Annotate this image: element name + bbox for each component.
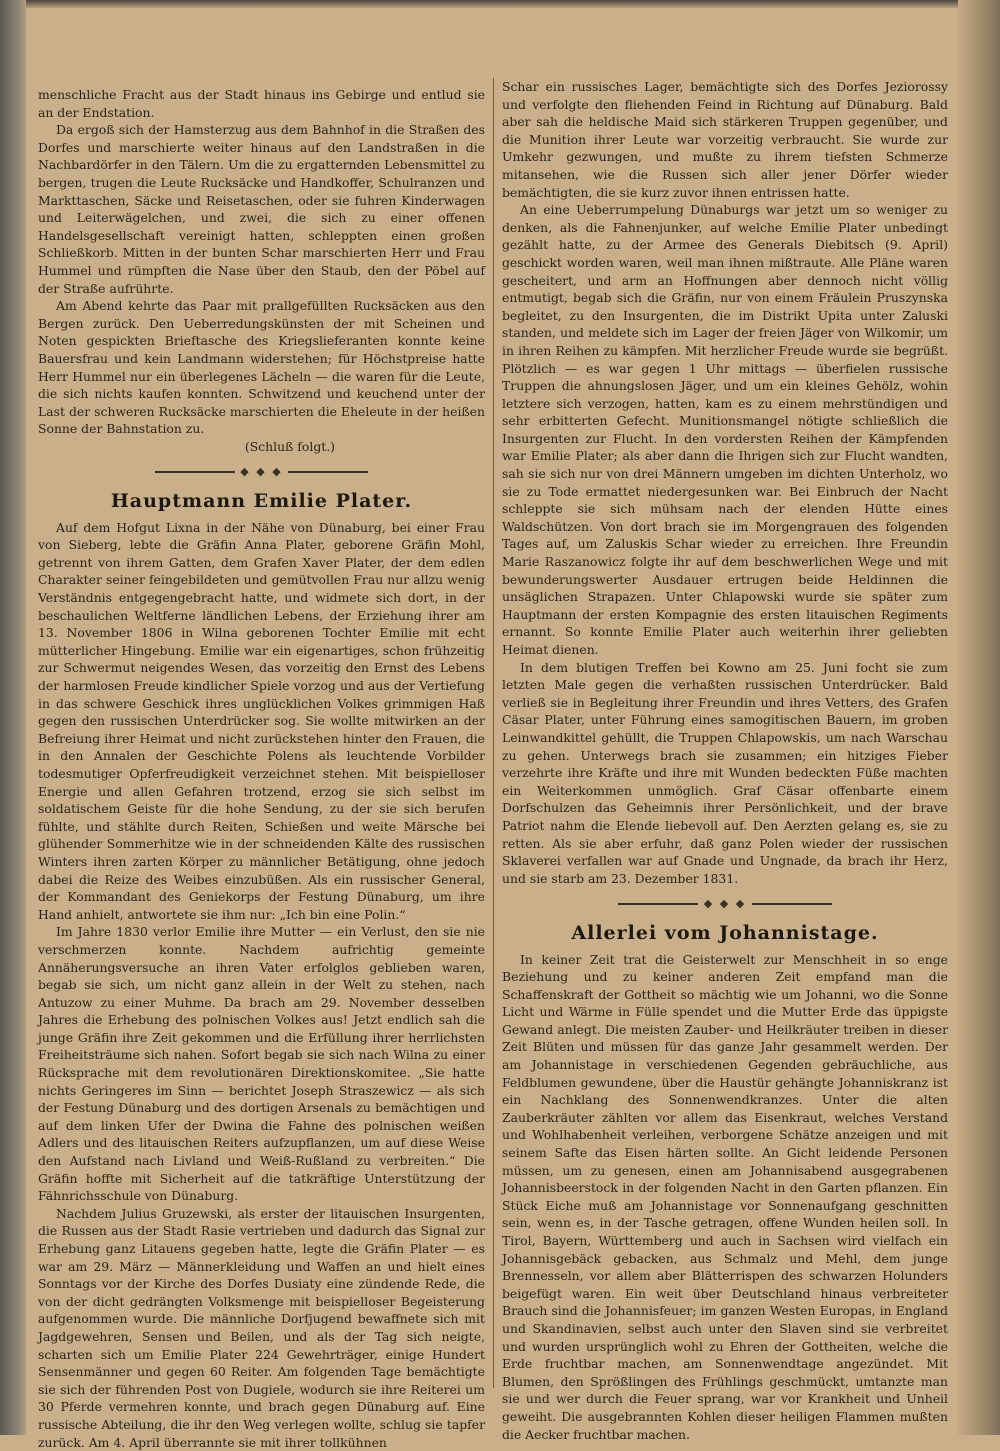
paragraph: Am Abend kehrte das Paar mit prallgefüllten Rucksäcken aus den Bergen zurück. Den Ueberredungskünsten der mit Scheinen und Noten gespickten Brieftasche des Kriegslieferanten konnte keine Bauersfrau und kein Landmann widerstehen; für Höchstpreise hatte Herr Hummel nur ein überlegenes Lächeln — die waren für die Leute, die sich nichts kaufen konnten. Schwitzend und keuchend unter der Last der schweren Rucksäcke marschierten die Eheleute in der heißen Sonne der Bahnstation zu. [38,298,485,437]
paragraph: Da ergoß sich der Hamsterzug aus dem Bahnhof in die Straßen des Dorfes und marschierte weiter hinaus auf den Landstraßen in die Nachbardörfer in den Tälern. Um die zu ergatternden Lebensmittel zu bergen, trugen die Leute Rucksäcke und Handkoffer, Schulranzen und Markttaschen, Säcke und Reisetaschen, oder sie fuhren Kinderwagen und Leiterwägelchen, und zwei, die sich zu einer offenen Handelsgesellschaft vereinigt hatten, schleppten einen großen Schließkorb. Mitten in der bunten Schar marschierten Herr und Frau Hummel und rümpften die Nase über den Staub, den der Pöbel auf der Straße aufrührte. [38,122,485,296]
paragraph: Schar ein russisches Lager, bemächtigte sich des Dorfes Jeziorossy und verfolgte den fliehenden Feind in Richtung auf Dünaburg. Bald aber sah die heldische Maid sich stärkeren Truppen gegenüber, und die Munition ihrer Leute war vorzeitig verbraucht. Sie wurde zur Umkehr gezwungen, und mußte zu ihrem tiefsten Schmerze mitansehen, wie die Russen sich aller jener Dörfer wieder bemächtigten, die sie kurz zuvor ihnen entrissen hatte. [502,79,948,200]
right-column [502,78,948,1443]
paragraph: Nachdem Julius Gruzewski, als erster der litauischen Insurgenten, die Russen aus der Stadt Rasie vertrieben und dadurch das Signal zur Erhebung ganz Litauens gegeben hatte, legte die Gräfin Plater — es war am 29. März — Männerkleidung und Waffen an und hielt eines Sonntags vor der Kirche des Dorfes Dusiaty eine zündende Rede, die von der dicht gedrängten Volksmenge mit beispielloser Begeisterung aufgenommen wurde. Die männliche Dorfjugend bewaffnete sich mit Jagdgewehren, Sensen und Beilen, und als der Tag sich neigte, scharten sich um Emilie Plater 224 Gewehrträger, einige Hundert Sensenmänner und gegen 60 Reiter. Am folgenden Tage bemächtigte sie sich der führenden Post von Dugiele, wodurch sie ihre Reiterei um 30 Pferde vermehren konnte, und brach gegen Dünaburg auf. Eine russische Abteilung, die ihr den Weg verlegen wollte, schlug sie tapfer zurück. Am 4. April überrannte sie mit ihrer tollkühnen [38,1205,485,1450]
paragraph: An eine Ueberrumpelung Dünaburgs war jetzt um so weniger zu denken, als die Fahnenjunker, auf welche Emilie Plater unbedingt gezählt hatte, zu der Armee des Generals Diebitsch (9. April) geschickt worden waren, weil man ihnen mißtraute. Alle Pläne waren gescheitert, und arm an Hoffnungen aber dennoch nicht völlig entmutigt, begab sich die Gräfin, nur von einem Fräulein Pruszynska begleitet, zu den Insurgenten, die im Distrikt Upita unter Zaluski standen, und meldete sich im Lager der freien Jäger von Wilkomir, um in ihren Reihen zu kämpfen. Mit herzlicher Freude wurde sie begrüßt. Plötzlich — es war gegen 1 Uhr mittags — überfielen russische Truppen die ahnungslosen Jäger, und um ein kleines Gehölz, wohin letztere sich verzogen, hatten, kam es zu einem mehrstündigen und sehr erbitterten Gefecht. Munitionsmangel nötigte schließlich die Insurgenten zur Flucht. In den vordersten Reihen der Kämpfenden war Emilie Plater; als aber dann die Ihrigen sich zur Flucht wandten, sah sie sich nur von drei Männern umgeben im dichten Unterholz, wo sie zu Tode ermattet niedergesunken war. Bei Einbruch der Nacht schleppte sie sich mühsam nach der elenden Hütte eines Waldschützen. Von dort brach sie im Morgengrauen des folgenden Tages auf, um Zaluskis Schar wieder zu erreichen. Ihre Freundin Marie Raszanowicz folgte ihr auf dem beschwerlichen Wege und mit bewunderungswerter Ausdauer ertrugen beide Heldinnen die unsäglichen Strapazen. Unter Chlapowski wurde sie später zum Hauptmann der ersten Kompagnie des ersten litauischen Regiments ernannt. So konnte Emilie Plater auch weiterhin ihrer geliebten Heimat dienen. [502,202,948,657]
left-column [38,86,485,1451]
paragraph: Im Jahre 1830 verlor Emilie ihre Mutter — ein Verlust, den sie nie verschmerzen konnte. Nachdem aufrichtig gemeinte Annäherungsversuche an ihren Vater erfolglos geblieben waren, begab sie sich, um nicht ganz allein in der Welt zu stehen, nach Antuzow zu einer Muhme. Da brach am 29. November desselben Jahres die Erhebung des polnischen Volkes aus! Jetzt endlich sah die junge Gräfin ihre Zeit gekommen und die Erfüllung ihrer herrlichsten Freiheitsträume sich nahen. Sofort begab sie sich nach Wilna zu einer Rücksprache mit dem revolutionären Direktionskomitee. „Sie hatte nichts Geringeres im Sinn — berichtet Joseph Straszewicz — als sich der Festung Dünaburg und des dortigen Arsenals zu bemächtigen und auf dem linken Ufer der Dwina die Fahne des polnischen weißen Adlers und des litauischen Reiters aufzupflanzen, um auf diese Weise den Aufstand nach Livland und Weiß-Rußland zu verbreiten.“ Die Gräfin hoffte mit Sicherheit auf die tatkräftige Unterstützung der Fähnrichsschule von Dünaburg. [38,924,485,1204]
ornament-divider: ◆ ◆ ◆ [502,895,948,913]
article-title: Allerlei vom Johannistage. [571,921,879,944]
continuation-note: (Schluß folgt.) [244,438,335,454]
column-divider [493,78,494,1388]
paragraph: Auf dem Hofgut Lixna in der Nähe von Dünaburg, bei einer Frau von Sieberg, lebte die Gräfin Anna Plater, geborene Gräfin Mohl, getrennt von ihrem Gatten, dem Grafen Xaver Plater, der dem edlen Charakter seiner feingebildeten und gemütvollen Frau nur allzu wenig Verständnis entgegengebracht hatte, und widmete sich dort, in der beschaulichen Weltferne ländlichen Lebens, der Erziehung ihrer am 13. November 1806 in Wilna geborenen Tochter Emilie mit echt mütterlicher Hingebung. Emilie war ein eigenartiges, schon frühzeitig zur Schwermut neigendes Wesen, das vorzeitig den Ernst des Lebens der harmlosen Freude kindlicher Spiele vorzog und aus der Vertiefung in das schwere Geschick ihres unglücklichen Volkes grimmigen Haß gegen den russischen Unterdrücker sog. Sie wollte mitwirken an der Befreiung ihrer Heimat und nicht zurückstehen hinter den Frauen, die in den Annalen der Geschichte Polens als leuchtende Vorbilder todesmutiger Opferfreudigkeit verzeichnet stehen. Mit beispielloser Energie und allen Gefahren trotzend, erzog sie sich selbst im soldatischem Geiste für die hohe Sendung, zu der sie sich berufen fühlte, und stählte durch Reiten, Schießen und weite Märsche bei glühender Sommerhitze wie in der schneidenden Kälte des russischen Winters ihren zarten Körper zu männlicher Betätigung, ohne jedoch dabei die Reize des Weibes einzubüßen. Als ein russischer General, der Kommandant des Geniekorps der Festung Dünaburg, um ihre Hand anhielt, antwortete sie ihm nur: „Ich bin eine Polin.“ [38,519,485,922]
page-top-edge [0,0,1000,8]
paragraph: In dem blutigen Treffen bei Kowno am 25. Juni focht sie zum letzten Male gegen die verhaßten russischen Unterdrücker. Bald verließ sie in Begleitung ihrer Freundin und ihres Vetters, des Grafen Cäsar Plater, unter Führung eines samogitischen Bauern, im groben Leinwandkittel gehüllt, die Truppen Chlapowskis, um nach Warschau zu gehen. Unterwegs brach sie zusammen; ein hitziges Fieber verzehrte ihre Kräfte und ihre mit Wunden bedeckten Füße machten ein Weiterkommen unmöglich. Graf Cäsar offenbarte einem Dorfschulzen das Geheimnis ihrer Persönlichkeit, und der brave Patriot nahm die Elende liebevoll auf. Den Aerzten gelang es, sie zu retten. Als sie aber erfuhr, daß ganz Polen wieder der russischen Sklaverei verfallen war auf Gnade und Ungnade, da brach ihr Herz, und sie starb am 23. Dezember 1831. [502,659,948,886]
article-title: Hauptmann Emilie Plater. [110,490,413,513]
page-right-edge [958,0,1000,1435]
book-binding [0,0,26,1435]
paragraph: In keiner Zeit trat die Geisterwelt zur Menschheit in so enge Beziehung und zu keiner anderen Zeit empfand man die Schaffenskraft der Gottheit so mächtig wie um Johanni, wo die Sonne Licht und Wärme in Fülle spendet und die Mutter Erde das üppigste Gewand anlegt. Die meisten Zauber- und Heilkräuter treiben in dieser Zeit Blüten und müssen für das ganze Jahr gesammelt werden. Der am Johannistage in verschiedenen Gegenden gebräuchliche, aus Feldblumen gewundene, über die Haustür gehängte Johanniskranz ist ein Nachklang des Sonnenwendkranzes. Unter die alten Zauberkräuter zählten vor allem das Eisenkraut, welches Verstand und Wohlhabenheit verleihen, verborgene Schätze anzeigen und mit seinem Safte das Eisen härten sollte. An Gicht leidende Personen müssen, um zu genesen, einen am Johannisabend ausgegrabenen Johannisbeerstock in der folgenden Nacht in den Garten pflanzen. Ein Stück Eiche muß am Johannistage vor Sonnenaufgang geschnitten sein, wenn es, in der Tasche getragen, offene Wunden heilen soll. In Tirol, Bayern, Württemberg und auch in Sachsen wird vielfach ein Johannisgebäck gebacken, aus Schmalz und Mehl, dem junge Brennesseln, vor allem aber Blätterrispen des schwarzen Holunders beigefügt waren. Ein weit über Deutschland hinaus verbreiteter Brauch sind die Johannisfeuer; im ganzen Westen Europas, in England und Skandinavien, selbst auch unter den Slaven sind sie verbreitet und wurden ursprünglich wohl zu Ehren der Gottheiten, welche die Erde fruchtbar machen, am Sonnenwendtage angezündet. Mit Blumen, den Sprößlingen des Frühlings geschmückt, umtanzte man sie und wer durch die Feuer sprang, war vor Krankheit und Unheil geweiht. Die ausgebrannten Kohlen dieser heiligen Flammen mußten die Aecker fruchtbar machen. [502,951,948,1442]
ornament-divider: ◆ ◆ ◆ [38,463,485,481]
paragraph: menschliche Fracht aus der Stadt hinaus ins Gebirge und entlud sie an der Endstation. [38,87,485,120]
